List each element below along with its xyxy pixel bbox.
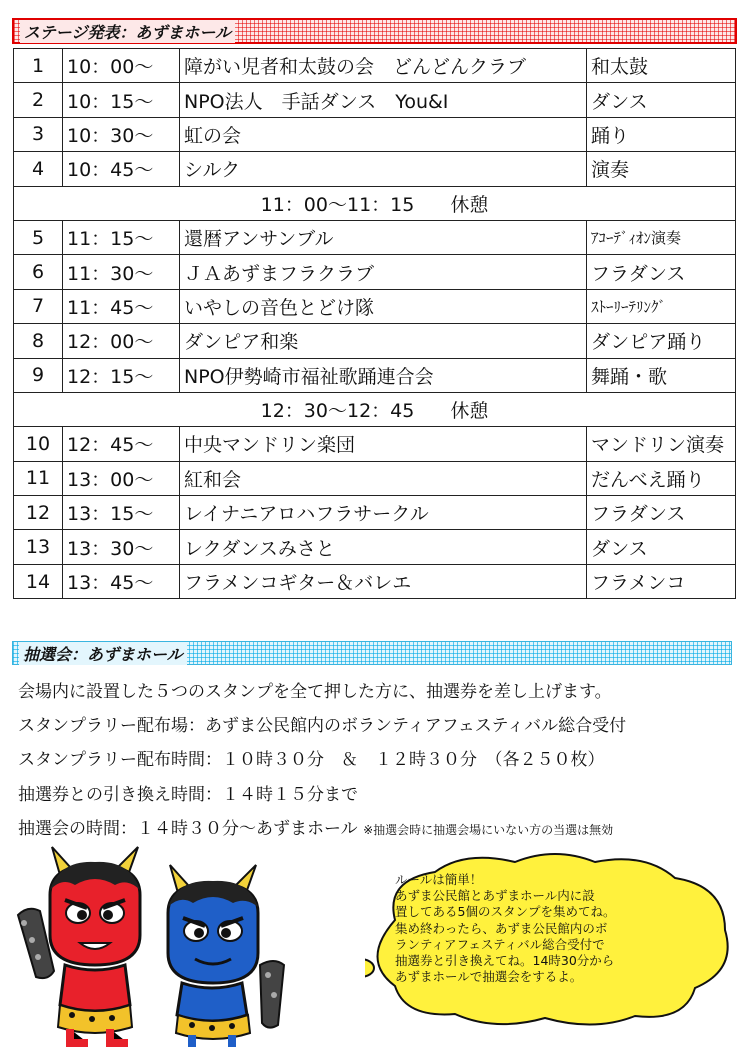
row-time: 10：30～: [63, 117, 180, 151]
row-number: 14: [14, 564, 63, 598]
break-row: [14, 186, 736, 220]
bubble-line: ランティアフェスティバル総合受付で: [395, 936, 605, 952]
row-genre: ダンピア踊り: [587, 324, 736, 358]
oni-illustration: [10, 845, 310, 1055]
row-group-name: シルク: [180, 152, 587, 186]
row-genre: フラメンコ: [587, 564, 736, 598]
schedule-row: [14, 117, 736, 151]
break-cell: [14, 186, 736, 220]
lottery-line: スタンプラリー配布場：あずま公民館内のボランティアフェスティバル総合受付: [18, 716, 627, 736]
bubble-line: 集め終わったら、あずま公民館内のボ: [395, 920, 608, 936]
row-time: 11：30～: [63, 255, 180, 289]
row-number: 1: [14, 49, 63, 83]
lottery-header-text: 抽選会：あずまホール: [19, 642, 187, 665]
row-genre: ｱｺｰﾃﾞｨｵﾝ演奏: [587, 220, 736, 254]
row-group-name: ダンピア和楽: [180, 324, 587, 358]
blue-oni-club-icon: [260, 961, 284, 1028]
schedule-row: [14, 324, 736, 358]
break-row: [14, 392, 736, 426]
row-genre: ダンス: [587, 530, 736, 564]
row-number: 5: [14, 220, 63, 254]
lottery-note: ※抽選会時に抽選会場にいない方の当選は無効: [363, 823, 614, 837]
stage-header-text: ステージ発表：あずまホール: [20, 20, 235, 43]
row-time: 12：15～: [63, 358, 180, 392]
row-time: 12：00～: [63, 324, 180, 358]
row-group-name: いやしの音色とどけ隊: [180, 289, 587, 323]
lottery-time-text: 抽選会の時間：１４時３０分～あずまホール: [18, 819, 358, 839]
row-genre: 演奏: [587, 152, 736, 186]
row-number: 9: [14, 358, 63, 392]
row-genre: フラダンス: [587, 255, 736, 289]
schedule-row: [14, 152, 736, 186]
red-oni-icon: [50, 847, 140, 1043]
break-label: 休憩: [450, 400, 489, 423]
row-genre: 和太鼓: [587, 49, 736, 83]
schedule-row: [14, 289, 736, 323]
bubble-line: 置してある5個のスタンプを集めてね。: [395, 904, 616, 920]
lottery-line: スタンプラリー配布時間：１０時３０分 ＆ １２時３０分 （各２５０枚）: [18, 750, 605, 770]
row-number: 13: [14, 530, 63, 564]
row-time: 10：15～: [63, 83, 180, 117]
row-group-name: 還暦アンサンブル: [180, 220, 587, 254]
row-number: 4: [14, 152, 63, 186]
schedule-row: [14, 496, 736, 530]
schedule-row: [14, 49, 736, 83]
lottery-section-header: [12, 641, 732, 665]
row-number: 10: [14, 427, 63, 461]
row-number: 11: [14, 461, 63, 495]
row-time: 13：30～: [63, 530, 180, 564]
stage-schedule-table: [13, 48, 736, 599]
row-genre: ダンス: [587, 83, 736, 117]
stage-section-header: [12, 18, 737, 44]
row-group-name: レクダンスみさと: [180, 530, 587, 564]
break-time: 12：30～12：45: [260, 400, 415, 423]
row-time: 11：15～: [63, 220, 180, 254]
row-number: 2: [14, 83, 63, 117]
row-genre: だんべえ踊り: [587, 461, 736, 495]
row-number: 6: [14, 255, 63, 289]
row-group-name: 虹の会: [180, 117, 587, 151]
row-time: 10：00～: [63, 49, 180, 83]
row-time: 13：15～: [63, 496, 180, 530]
break-label: 休憩: [450, 193, 489, 216]
schedule-row: [14, 530, 736, 564]
bubble-line: あずま公民館とあずまホール内に設: [395, 888, 595, 904]
schedule-row: [14, 255, 736, 289]
schedule-row: [14, 83, 736, 117]
row-genre: 舞踊・歌: [587, 358, 736, 392]
row-time: 10：45～: [63, 152, 180, 186]
schedule-row: [14, 358, 736, 392]
row-group-name: NPO伊勢崎市福祉歌踊連合会: [180, 358, 587, 392]
row-number: 12: [14, 496, 63, 530]
row-time: 13：45～: [63, 564, 180, 598]
break-time: 11：00～11：15: [260, 193, 415, 216]
row-genre: ｽﾄｰﾘｰﾃﾘﾝｸﾞ: [587, 289, 736, 323]
row-time: 13：00～: [63, 461, 180, 495]
row-genre: 踊り: [587, 117, 736, 151]
row-number: 8: [14, 324, 63, 358]
row-group-name: 紅和会: [180, 461, 587, 495]
lottery-line: 会場内に設置した５つのスタンプを全て押した方に、抽選券を差し上げます。: [18, 682, 612, 702]
schedule-row: [14, 427, 736, 461]
row-group-name: ＪＡあずまフラクラブ: [180, 255, 587, 289]
lottery-time-line: [18, 814, 613, 839]
bubble-line: 抽選券と引き換えてね。14時30分から: [395, 953, 615, 969]
row-genre: マンドリン演奏: [587, 427, 736, 461]
row-group-name: 中央マンドリン楽団: [180, 427, 587, 461]
row-group-name: 障がい児者和太鼓の会 どんどんクラブ: [180, 49, 587, 83]
blue-oni-icon: [168, 865, 258, 1047]
row-time: 11：45～: [63, 289, 180, 323]
schedule-row: [14, 220, 736, 254]
row-group-name: NPO法人 手話ダンス You&I: [180, 83, 587, 117]
row-number: 7: [14, 289, 63, 323]
row-group-name: フラメンコギター＆バレエ: [180, 564, 587, 598]
row-number: 3: [14, 117, 63, 151]
row-group-name: レイナニアロハフラサークル: [180, 496, 587, 530]
row-time: 12：45～: [63, 427, 180, 461]
bubble-text: [395, 872, 665, 985]
row-genre: フラダンス: [587, 496, 736, 530]
schedule-row: [14, 564, 736, 598]
bubble-line: ルールは簡単！: [395, 872, 483, 887]
schedule-row: [14, 461, 736, 495]
bubble-line: あずまホールで抽選会をするよ。: [395, 969, 583, 985]
break-cell: [14, 392, 736, 426]
lottery-line: 抽選券との引き換え時間：１４時１５分まで: [18, 785, 358, 805]
